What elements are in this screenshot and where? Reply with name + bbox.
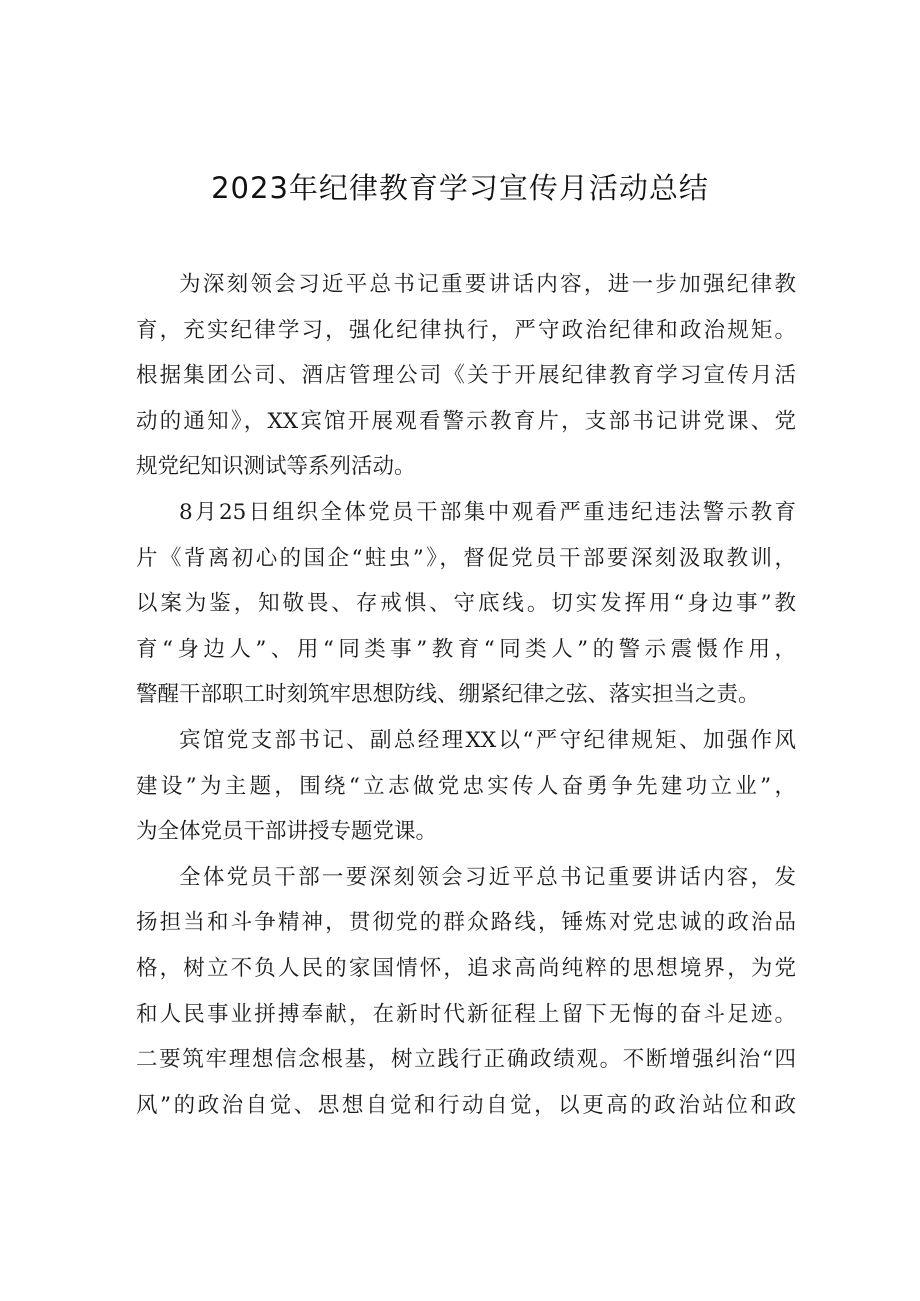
paragraph-line: 宾馆党支部书记、副总经理XX以“严守纪律规矩、加强作风	[179, 727, 796, 753]
paragraph-line: 育“身边人”、用“同类事”教育“同类人”的警示震慑作用，	[136, 636, 796, 662]
document-body	[136, 262, 796, 1128]
paragraph-line: 和人民事业拼搏奉献，在新时代新征程上留下无悔的奋斗足迹。	[136, 1001, 796, 1027]
paragraph-line: 格，树立不负人民的家国情怀，追求高尚纯粹的思想境界，为党	[136, 955, 796, 981]
paragraph-line: 动的通知》，XX宾馆开展观看警示教育片，支部书记讲党课、党	[136, 408, 796, 434]
paragraph-line: 扬担当和斗争精神，贯彻党的群众路线，锤炼对党忠诚的政治品	[136, 910, 796, 936]
paragraph-line: 为深刻领会习近平总书记重要讲话内容，进一步加强纪律教	[179, 272, 796, 297]
paragraph-1	[136, 262, 796, 490]
paragraph-line: 警醒干部职工时刻筑牢思想防线、绷紧纪律之弦、落实担当之责。	[136, 682, 760, 708]
paragraph-line: 二要筑牢理想信念根基，树立践行正确政绩观。不断增强纠治“四	[136, 1047, 796, 1073]
paragraph-line: 片《背离初心的国企“蛀虫”》，督促党员干部要深刻汲取教训，	[136, 545, 796, 571]
paragraph-line: 全体党员干部一要深刻领会习近平总书记重要讲话内容，发	[179, 864, 796, 890]
paragraph-2	[136, 490, 796, 718]
paragraph-3	[136, 718, 796, 855]
page-title: 2023年纪律教育学习宣传月活动总结	[211, 171, 709, 205]
paragraph-line: 8月25日组织全体党员干部集中观看严重违纪违法警示教育	[179, 499, 796, 525]
paragraph-line: 建设”为主题，围绕“立志做党忠实传人奋勇争先建功立业”，	[136, 773, 796, 799]
paragraph-line: 根据集团公司、酒店管理公司《关于开展纪律教育学习宣传月活	[136, 363, 796, 389]
paragraph-4	[136, 855, 796, 1129]
paragraph-line: 风”的政治自觉、思想自觉和行动自觉，以更高的政治站位和政	[136, 1092, 796, 1118]
paragraph-line: 以案为鉴，知敬畏、存戒惧、守底线。切实发挥用“身边事”教	[136, 591, 796, 617]
paragraph-line: 规党纪知识测试等系列活动。	[136, 454, 416, 480]
paragraph-line: 育，充实纪律学习，强化纪律执行，严守政治纪律和政治规矩。	[136, 317, 796, 343]
paragraph-line: 为全体党员干部讲授专题党课。	[136, 819, 438, 845]
